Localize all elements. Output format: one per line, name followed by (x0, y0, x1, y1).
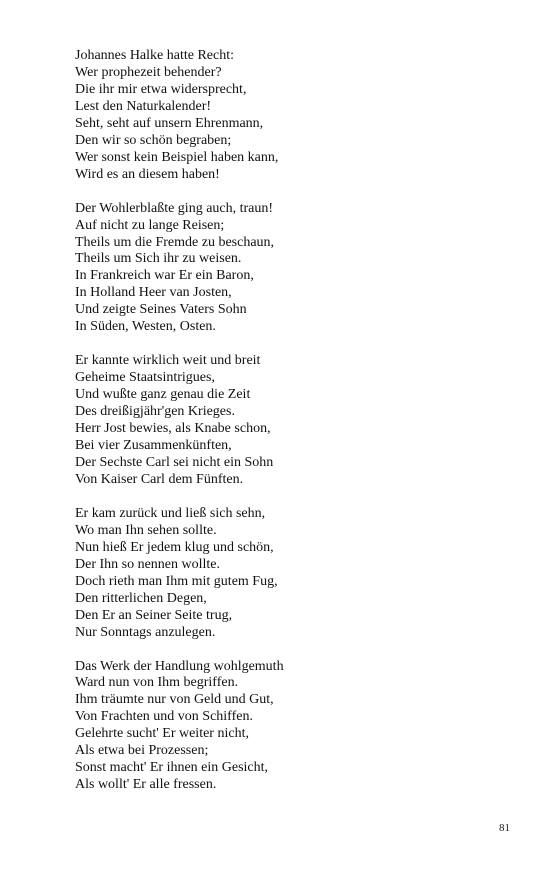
verse-line: Den ritterlichen Degen, (75, 590, 207, 606)
verse-line: Der Ihn so nennen wollte. (75, 556, 221, 572)
poem-text (75, 48, 515, 811)
verse-line: Auf nicht zu lange Reisen; (75, 217, 225, 233)
verse-line: In Frankreich war Er ein Baron, (75, 268, 254, 284)
stanza-3 (75, 353, 515, 489)
verse-line: Theils um Sich ihr zu weisen. (75, 251, 242, 267)
verse-line: Wer prophezeit behender? (75, 64, 222, 80)
verse-line: Nur Sonntags anzulegen. (75, 624, 216, 640)
verse-line: Geheime Staatsintrigues, (75, 370, 215, 386)
verse-line: Wer sonst kein Beispiel haben kann, (75, 149, 279, 165)
verse-line: In Süden, Westen, Osten. (75, 319, 216, 335)
verse-line: Bei vier Zusammenkünften, (75, 438, 232, 454)
verse-line: Herr Jost bewies, als Knabe schon, (75, 421, 271, 437)
verse-line: Er kannte wirklich weit und breit (75, 353, 261, 369)
stanza-4 (75, 506, 515, 642)
verse-line: Der Wohlerblaßte ging auch, traun! (75, 200, 274, 216)
verse-line: Den wir so schön begraben; (75, 132, 232, 148)
verse-line: Als etwa bei Prozessen; (75, 743, 209, 759)
verse-line: Das Werk der Handlung wohlgemuth (75, 658, 284, 674)
verse-line: In Holland Heer van Josten, (75, 285, 232, 301)
verse-line: Johannes Halke hatte Recht: (75, 48, 235, 63)
verse-line: Und zeigte Seines Vaters Sohn (75, 302, 247, 318)
verse-line: Der Sechste Carl sei nicht ein Sohn (75, 454, 274, 470)
verse-line: Gelehrte sucht' Er weiter nicht, (75, 726, 249, 742)
verse-line: Wo man Ihn sehen sollte. (75, 522, 217, 538)
verse-line: Seht, seht auf unsern Ehrenmann, (75, 115, 264, 131)
verse-line: Den Er an Seiner Seite trug, (75, 607, 233, 623)
verse-line: Die ihr mir etwa widersprecht, (75, 81, 247, 97)
verse-line: Doch rieth man Ihm mit gutem Fug, (75, 573, 278, 589)
page-number: 81 (499, 822, 510, 834)
verse-line: Des dreißigjähr'gen Krieges. (75, 404, 235, 420)
verse-line: Lest den Naturkalender! (75, 98, 212, 114)
stanza-2 (75, 201, 515, 337)
stanza-1 (75, 48, 515, 184)
verse-line: Ihm träumte nur von Geld und Gut, (75, 692, 274, 708)
verse-line: Von Kaiser Carl dem Fünften. (75, 471, 244, 487)
verse-line: Und wußte ganz genau die Zeit (75, 387, 251, 403)
verse-line: Nun hieß Er jedem klug und schön, (75, 539, 274, 555)
verse-line: Er kam zurück und ließ sich sehn, (75, 505, 266, 521)
verse-line: Theils um die Fremde zu beschaun, (75, 234, 275, 250)
verse-line: Wird es an diesem haben! (75, 166, 220, 182)
verse-line: Ward nun von Ihm begriffen. (75, 675, 239, 691)
stanza-5 (75, 659, 515, 795)
verse-line: Sonst macht' Er ihnen ein Gesicht, (75, 760, 269, 776)
verse-line: Von Frachten und von Schiffen. (75, 709, 253, 725)
verse-line: Als wollt' Er alle fressen. (75, 777, 217, 793)
